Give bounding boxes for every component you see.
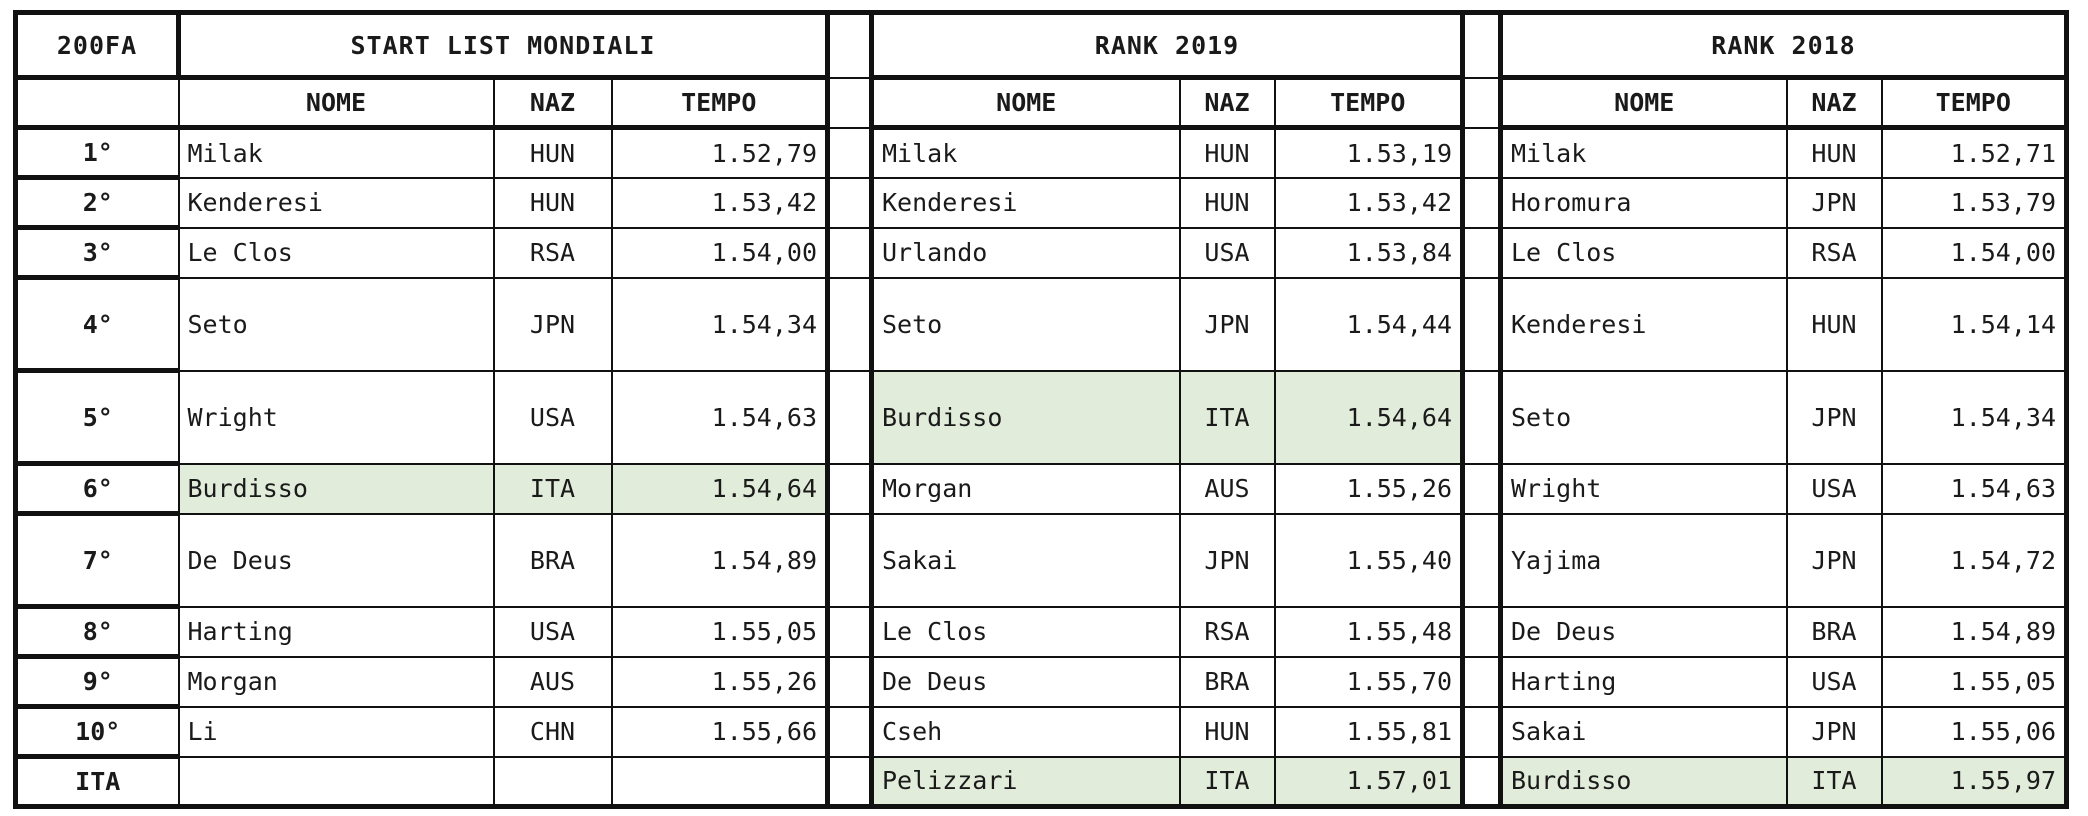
start-nome-header: NOME <box>179 78 494 128</box>
position-cell: 5° <box>16 371 179 464</box>
table-row <box>16 178 2067 228</box>
start-name-cell <box>179 757 494 807</box>
column-gap <box>1463 757 1501 807</box>
r2018-tempo-cell: 1.52,71 <box>1882 128 2067 178</box>
column-gap <box>1463 128 1501 178</box>
r2019-tempo-cell: 1.53,19 <box>1275 128 1463 178</box>
r2019-name-cell: Sakai <box>872 514 1180 607</box>
start-tempo-cell: 1.54,64 <box>612 464 828 514</box>
table-row <box>16 228 2067 278</box>
position-cell: 7° <box>16 514 179 607</box>
table-row <box>16 757 2067 807</box>
r2019-tempo-cell: 1.55,26 <box>1275 464 1463 514</box>
column-gap <box>1463 464 1501 514</box>
header-row <box>16 78 2067 128</box>
r2019-naz-cell: HUN <box>1180 128 1275 178</box>
start-tempo-cell: 1.55,66 <box>612 707 828 757</box>
r2019-naz-cell: USA <box>1180 228 1275 278</box>
r2018-nome-header: NOME <box>1501 78 1787 128</box>
r2019-name-cell: Morgan <box>872 464 1180 514</box>
position-cell: 2° <box>16 178 179 228</box>
r2019-tempo-cell: 1.55,81 <box>1275 707 1463 757</box>
start-naz-header: NAZ <box>494 78 612 128</box>
r2019-naz-cell: RSA <box>1180 607 1275 657</box>
r2018-name-cell: Milak <box>1501 128 1787 178</box>
r2018-name-cell: Seto <box>1501 371 1787 464</box>
r2018-naz-cell: JPN <box>1787 178 1882 228</box>
start-naz-cell <box>494 757 612 807</box>
table-row <box>16 371 2067 464</box>
column-gap <box>828 371 872 464</box>
r2018-naz-cell: HUN <box>1787 128 1882 178</box>
r2018-name-cell: Yajima <box>1501 514 1787 607</box>
r2019-tempo-cell: 1.55,70 <box>1275 657 1463 707</box>
column-gap <box>828 13 872 78</box>
r2018-naz-cell: USA <box>1787 464 1882 514</box>
position-cell: 9° <box>16 657 179 707</box>
column-gap <box>1463 278 1501 371</box>
start-tempo-cell: 1.54,34 <box>612 278 828 371</box>
r2018-naz-cell: ITA <box>1787 757 1882 807</box>
start-name-cell: Le Clos <box>179 228 494 278</box>
r2018-name-cell: Wright <box>1501 464 1787 514</box>
r2018-naz-cell: JPN <box>1787 514 1882 607</box>
start-naz-cell: JPN <box>494 278 612 371</box>
table-row <box>16 514 2067 607</box>
r2019-nome-header: NOME <box>872 78 1180 128</box>
r2019-tempo-cell: 1.53,84 <box>1275 228 1463 278</box>
results-sheet <box>13 10 2069 809</box>
rank-2018-title: RANK 2018 <box>1501 13 2067 78</box>
r2019-naz-cell: JPN <box>1180 514 1275 607</box>
column-gap <box>828 707 872 757</box>
start-name-cell: Burdisso <box>179 464 494 514</box>
start-naz-cell: HUN <box>494 128 612 178</box>
r2018-tempo-cell: 1.54,89 <box>1882 607 2067 657</box>
r2018-tempo-cell: 1.55,06 <box>1882 707 2067 757</box>
table-row <box>16 278 2067 371</box>
position-cell: 6° <box>16 464 179 514</box>
start-naz-cell: BRA <box>494 514 612 607</box>
start-naz-cell: USA <box>494 607 612 657</box>
table-row <box>16 707 2067 757</box>
r2018-naz-cell: JPN <box>1787 371 1882 464</box>
start-naz-cell: RSA <box>494 228 612 278</box>
r2018-tempo-cell: 1.54,72 <box>1882 514 2067 607</box>
r2018-name-cell: Harting <box>1501 657 1787 707</box>
r2019-name-cell: Seto <box>872 278 1180 371</box>
start-naz-cell: HUN <box>494 178 612 228</box>
r2018-naz-cell: BRA <box>1787 607 1882 657</box>
r2019-naz-cell: ITA <box>1180 371 1275 464</box>
r2019-naz-cell: HUN <box>1180 178 1275 228</box>
table-row <box>16 464 2067 514</box>
column-gap <box>1463 178 1501 228</box>
start-name-cell: Harting <box>179 607 494 657</box>
column-gap <box>1463 371 1501 464</box>
r2018-name-cell: Le Clos <box>1501 228 1787 278</box>
r2019-naz-cell: AUS <box>1180 464 1275 514</box>
r2019-tempo-cell: 1.54,44 <box>1275 278 1463 371</box>
column-gap <box>828 757 872 807</box>
r2018-tempo-header: TEMPO <box>1882 78 2067 128</box>
r2019-name-cell: Urlando <box>872 228 1180 278</box>
column-gap <box>1463 707 1501 757</box>
start-naz-cell: CHN <box>494 707 612 757</box>
r2019-tempo-cell: 1.55,48 <box>1275 607 1463 657</box>
column-gap <box>1463 78 1501 128</box>
r2018-tempo-cell: 1.54,63 <box>1882 464 2067 514</box>
r2019-tempo-cell: 1.57,01 <box>1275 757 1463 807</box>
start-tempo-header: TEMPO <box>612 78 828 128</box>
r2019-naz-cell: BRA <box>1180 657 1275 707</box>
position-cell: 8° <box>16 607 179 657</box>
r2019-naz-header: NAZ <box>1180 78 1275 128</box>
start-tempo-cell: 1.53,42 <box>612 178 828 228</box>
r2019-tempo-cell: 1.55,40 <box>1275 514 1463 607</box>
r2019-name-cell: De Deus <box>872 657 1180 707</box>
r2019-naz-cell: ITA <box>1180 757 1275 807</box>
r2018-tempo-cell: 1.55,05 <box>1882 657 2067 707</box>
r2018-naz-cell: RSA <box>1787 228 1882 278</box>
start-name-cell: Seto <box>179 278 494 371</box>
start-name-cell: Li <box>179 707 494 757</box>
start-name-cell: Kenderesi <box>179 178 494 228</box>
r2018-name-cell: Burdisso <box>1501 757 1787 807</box>
r2018-naz-cell: USA <box>1787 657 1882 707</box>
column-gap <box>828 464 872 514</box>
column-gap <box>828 128 872 178</box>
r2019-tempo-cell: 1.53,42 <box>1275 178 1463 228</box>
r2018-tempo-cell: 1.55,97 <box>1882 757 2067 807</box>
column-gap <box>828 178 872 228</box>
start-naz-cell: USA <box>494 371 612 464</box>
r2018-name-cell: Sakai <box>1501 707 1787 757</box>
column-gap <box>828 228 872 278</box>
start-tempo-cell <box>612 757 828 807</box>
r2019-name-cell: Cseh <box>872 707 1180 757</box>
r2019-tempo-header: TEMPO <box>1275 78 1463 128</box>
position-cell: 4° <box>16 278 179 371</box>
r2018-naz-header: NAZ <box>1787 78 1882 128</box>
start-name-cell: De Deus <box>179 514 494 607</box>
column-gap <box>828 657 872 707</box>
event-label: 200FA <box>16 13 179 78</box>
rank-2019-title: RANK 2019 <box>872 13 1463 78</box>
title-row <box>16 13 2067 78</box>
table-row <box>16 128 2067 178</box>
r2018-name-cell: Horomura <box>1501 178 1787 228</box>
start-tempo-cell: 1.54,63 <box>612 371 828 464</box>
column-gap <box>828 607 872 657</box>
column-gap <box>1463 228 1501 278</box>
table-row <box>16 657 2067 707</box>
start-name-cell: Milak <box>179 128 494 178</box>
start-name-cell: Morgan <box>179 657 494 707</box>
r2019-name-cell: Le Clos <box>872 607 1180 657</box>
r2018-name-cell: De Deus <box>1501 607 1787 657</box>
column-gap <box>1463 657 1501 707</box>
start-tempo-cell: 1.54,89 <box>612 514 828 607</box>
r2019-name-cell: Milak <box>872 128 1180 178</box>
start-naz-cell: ITA <box>494 464 612 514</box>
r2018-tempo-cell: 1.54,14 <box>1882 278 2067 371</box>
position-cell: 1° <box>16 128 179 178</box>
table-row <box>16 607 2067 657</box>
column-gap <box>1463 514 1501 607</box>
results-table <box>13 10 2069 809</box>
start-tempo-cell: 1.54,00 <box>612 228 828 278</box>
r2019-tempo-cell: 1.54,64 <box>1275 371 1463 464</box>
r2018-tempo-cell: 1.54,34 <box>1882 371 2067 464</box>
r2019-name-cell: Kenderesi <box>872 178 1180 228</box>
column-gap <box>828 514 872 607</box>
start-list-title: START LIST MONDIALI <box>179 13 828 78</box>
column-gap <box>828 78 872 128</box>
position-header-cell <box>16 78 179 128</box>
start-naz-cell: AUS <box>494 657 612 707</box>
position-cell: 10° <box>16 707 179 757</box>
r2019-name-cell: Burdisso <box>872 371 1180 464</box>
r2019-naz-cell: JPN <box>1180 278 1275 371</box>
column-gap <box>1463 13 1501 78</box>
position-cell: 3° <box>16 228 179 278</box>
r2019-name-cell: Pelizzari <box>872 757 1180 807</box>
position-cell: ITA <box>16 757 179 807</box>
start-tempo-cell: 1.55,05 <box>612 607 828 657</box>
column-gap <box>1463 607 1501 657</box>
r2018-naz-cell: HUN <box>1787 278 1882 371</box>
start-tempo-cell: 1.52,79 <box>612 128 828 178</box>
r2019-naz-cell: HUN <box>1180 707 1275 757</box>
start-tempo-cell: 1.55,26 <box>612 657 828 707</box>
r2018-naz-cell: JPN <box>1787 707 1882 757</box>
r2018-tempo-cell: 1.54,00 <box>1882 228 2067 278</box>
start-name-cell: Wright <box>179 371 494 464</box>
r2018-tempo-cell: 1.53,79 <box>1882 178 2067 228</box>
r2018-name-cell: Kenderesi <box>1501 278 1787 371</box>
column-gap <box>828 278 872 371</box>
